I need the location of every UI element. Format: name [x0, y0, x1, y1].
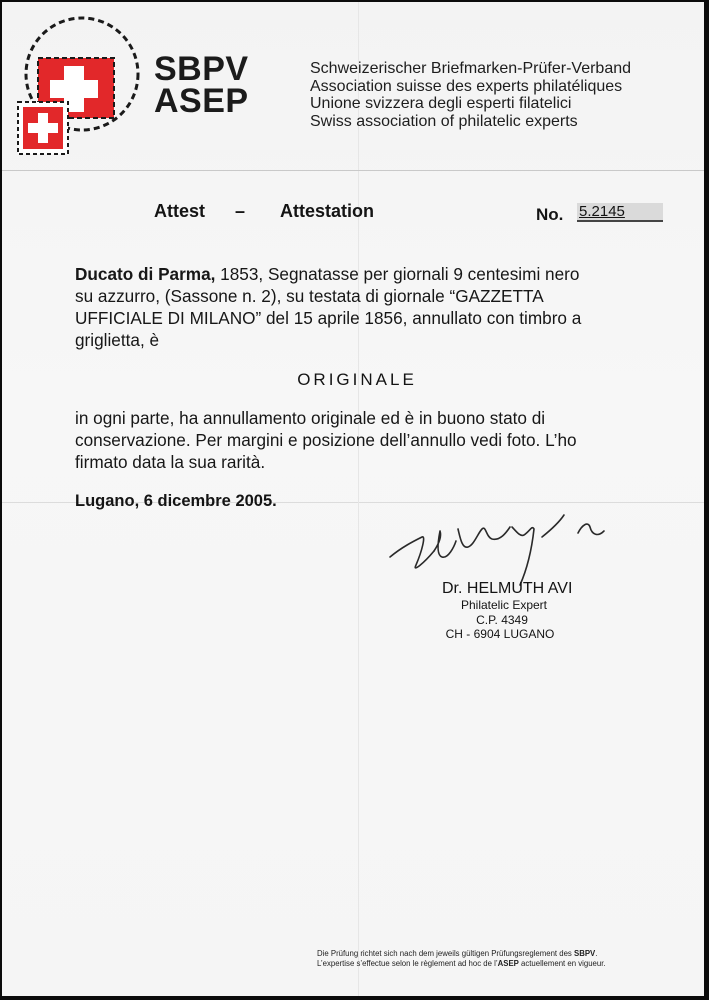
title-attestation: Attestation: [280, 201, 374, 221]
title-dash: –: [235, 201, 246, 221]
condition-line-3: firmato data la sua rarità.: [75, 452, 266, 472]
certificate-number-label: No.: [536, 205, 564, 224]
acronym-asep: ASEP: [154, 82, 249, 120]
description-line-2: su azzurro, (Sassone n. 2), su testata di giornale “GAZZETTA: [75, 286, 544, 306]
association-name-en: Swiss association of philatelic experts: [310, 112, 578, 130]
title-attest: Attest: [154, 201, 206, 221]
footer-fr-org: ASEP: [497, 959, 519, 968]
association-acronym: [154, 50, 249, 120]
association-name-fr: Association suisse des experts philatéliques: [310, 77, 623, 95]
description-line-1: [75, 263, 645, 285]
acronym-sbpv: SBPV: [154, 50, 249, 88]
association-name-de: Schweizerischer Briefmarken-Prüfer-Verband: [310, 60, 632, 77]
association-name-it: Unione svizzera degli esperti filatelici: [310, 95, 572, 112]
description-line-1-rest: 1853, Segnatasse per giornali 9 centesimi nero: [215, 264, 580, 284]
letterhead: [2, 2, 704, 171]
signer-role: Philatelic Expert: [460, 598, 548, 612]
place-and-date: Lugano, 6 dicembre 2005.: [75, 492, 277, 510]
signer-po-box: C.P. 4349: [476, 612, 528, 627]
description-line-4: griglietta, è: [75, 330, 160, 350]
verdict-heading: ORIGINALE: [297, 370, 417, 389]
sbpv-stamp-logo: [12, 14, 152, 164]
footer-fr-tail: actuellement en vigueur.: [518, 959, 606, 968]
certificate-title-row: [2, 201, 704, 225]
certificate-number: 5.2145: [577, 203, 663, 222]
footer-de-text: Die Prüfung richtet sich nach dem jeweils gültigen Prüfungsreglement des: [317, 949, 575, 958]
footer-fr-text: L’expertise s’effectue selon le règlement ad hoc de l’: [317, 959, 498, 968]
footer-note-fr: [317, 959, 697, 969]
description-line-3: UFFICIALE DI MILANO” del 15 aprile 1856, annullato con timbro a: [75, 308, 582, 328]
condition-line-2: conservazione. Per margini e posizione dell’annullo vedi foto. L’ho: [75, 430, 577, 450]
association-names: [310, 60, 631, 130]
signer-name: Dr. HELMUTH AVI: [442, 580, 573, 597]
footer-de-org: SBPV: [574, 949, 596, 958]
condition-paragraph: [75, 407, 645, 473]
description-paragraph: [75, 263, 645, 351]
signer-address: CH - 6904 LUGANO: [445, 627, 555, 641]
footer-note-de: Die Prüfung richtet sich nach dem jeweils gültigen Prüfungsreglement des SBPV.: [317, 949, 598, 958]
issuer-name: Ducato di Parma,: [75, 264, 216, 284]
signer-block: [442, 580, 642, 642]
certificate-sheet: [2, 2, 704, 996]
footer-note: [317, 949, 697, 969]
condition-line-1: in ogni parte, ha annullamento originale ed è in buono stato di: [75, 408, 546, 428]
